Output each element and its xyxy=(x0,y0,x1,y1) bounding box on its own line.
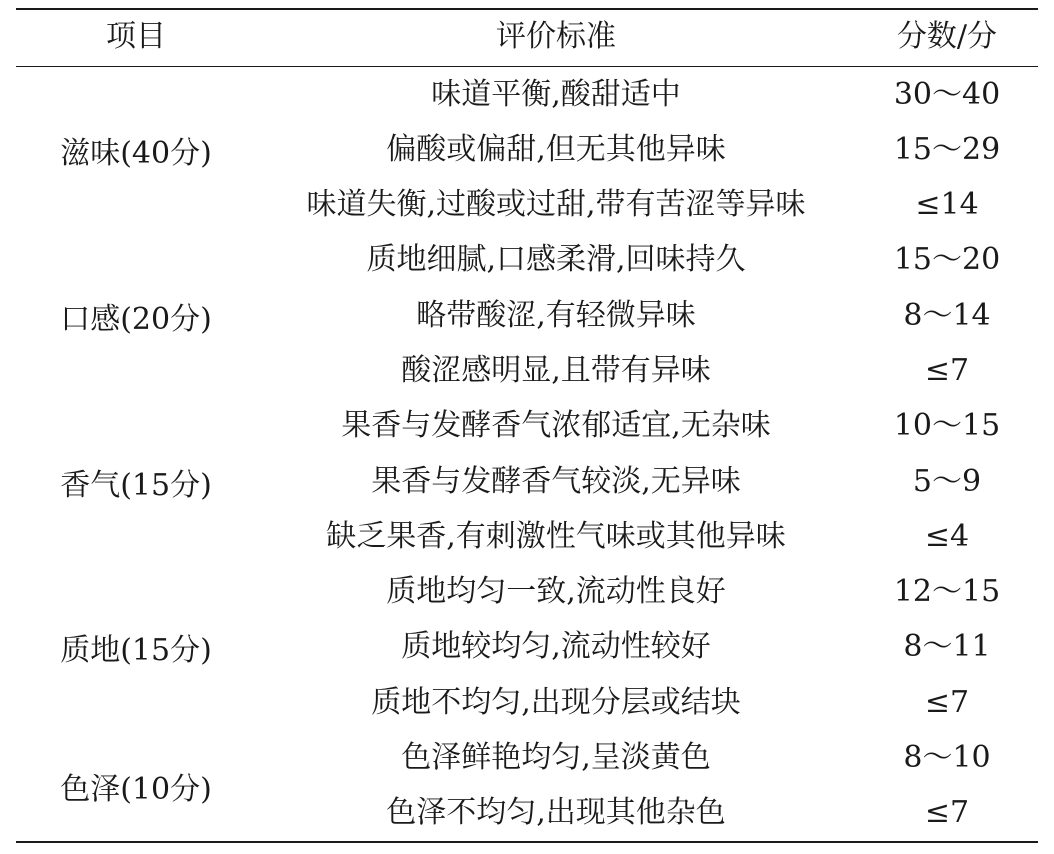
table-group xyxy=(16,233,1038,399)
score-cell: 15～20 xyxy=(893,242,1001,278)
score-cell: 5～9 xyxy=(912,463,982,499)
criteria-cell: 色泽不均匀,出现其他杂色 xyxy=(386,795,726,831)
header-criteria: 评价标准 xyxy=(496,19,616,54)
table-row xyxy=(16,343,1038,398)
table-row xyxy=(16,454,1038,509)
table-row xyxy=(16,288,1038,343)
table-group xyxy=(16,731,1038,841)
table-body xyxy=(16,67,1038,841)
group-label: 香气(15分) xyxy=(60,467,212,503)
header-item: 项目 xyxy=(106,19,166,54)
score-cell: ≤7 xyxy=(924,795,970,831)
score-cell: ≤7 xyxy=(924,684,970,720)
score-cell: ≤14 xyxy=(915,187,979,223)
table-row xyxy=(16,509,1038,564)
criteria-cell: 缺乏果香,有刺激性气味或其他异味 xyxy=(326,518,786,554)
criteria-cell: 质地不均匀,出现分层或结块 xyxy=(371,684,741,720)
score-cell: 8～11 xyxy=(903,629,991,665)
table-row xyxy=(16,731,1038,786)
score-cell: 8～14 xyxy=(903,297,991,333)
score-cell: 12～15 xyxy=(893,574,1001,610)
table-row xyxy=(16,565,1038,620)
criteria-cell: 偏酸或偏甜,但无其他异味 xyxy=(386,131,726,167)
bottom-rule xyxy=(16,841,1038,843)
table-row xyxy=(16,178,1038,233)
sensory-evaluation-table xyxy=(16,8,1038,844)
score-cell: 10～15 xyxy=(893,408,1001,444)
criteria-cell: 果香与发酵香气浓郁适宜,无杂味 xyxy=(341,408,771,444)
criteria-cell: 略带酸涩,有轻微异味 xyxy=(416,297,696,333)
group-label: 滋味(40分) xyxy=(60,135,212,171)
criteria-cell: 果香与发酵香气较淡,无异味 xyxy=(371,463,741,499)
criteria-cell: 色泽鲜艳均匀,呈淡黄色 xyxy=(401,740,711,776)
score-cell: 30～40 xyxy=(893,76,1001,112)
score-cell: ≤7 xyxy=(924,352,970,388)
score-cell: ≤4 xyxy=(924,518,970,554)
group-label: 口感(20分) xyxy=(60,301,212,337)
criteria-cell: 质地均匀一致,流动性良好 xyxy=(386,574,726,610)
group-label: 色泽(10分) xyxy=(60,771,212,807)
criteria-cell: 味道失衡,过酸或过甜,带有苦涩等异味 xyxy=(306,187,806,223)
table-group xyxy=(16,565,1038,731)
table-row xyxy=(16,233,1038,288)
table-row xyxy=(16,675,1038,730)
criteria-cell: 质地较均匀,流动性较好 xyxy=(401,629,711,665)
table-row xyxy=(16,786,1038,841)
table-row xyxy=(16,620,1038,675)
group-label: 质地(15分) xyxy=(60,633,212,669)
table-group xyxy=(16,399,1038,565)
table-header xyxy=(16,8,1038,66)
table-row xyxy=(16,122,1038,177)
table-row xyxy=(16,399,1038,454)
criteria-cell: 质地细腻,口感柔滑,回味持久 xyxy=(366,242,746,278)
score-cell: 8～10 xyxy=(903,740,991,776)
table-group xyxy=(16,67,1038,233)
criteria-cell: 酸涩感明显,且带有异味 xyxy=(401,352,711,388)
score-cell: 15～29 xyxy=(893,131,1001,167)
header-score: 分数/分 xyxy=(896,19,998,54)
table-row xyxy=(16,67,1038,122)
criteria-cell: 味道平衡,酸甜适中 xyxy=(431,76,681,112)
